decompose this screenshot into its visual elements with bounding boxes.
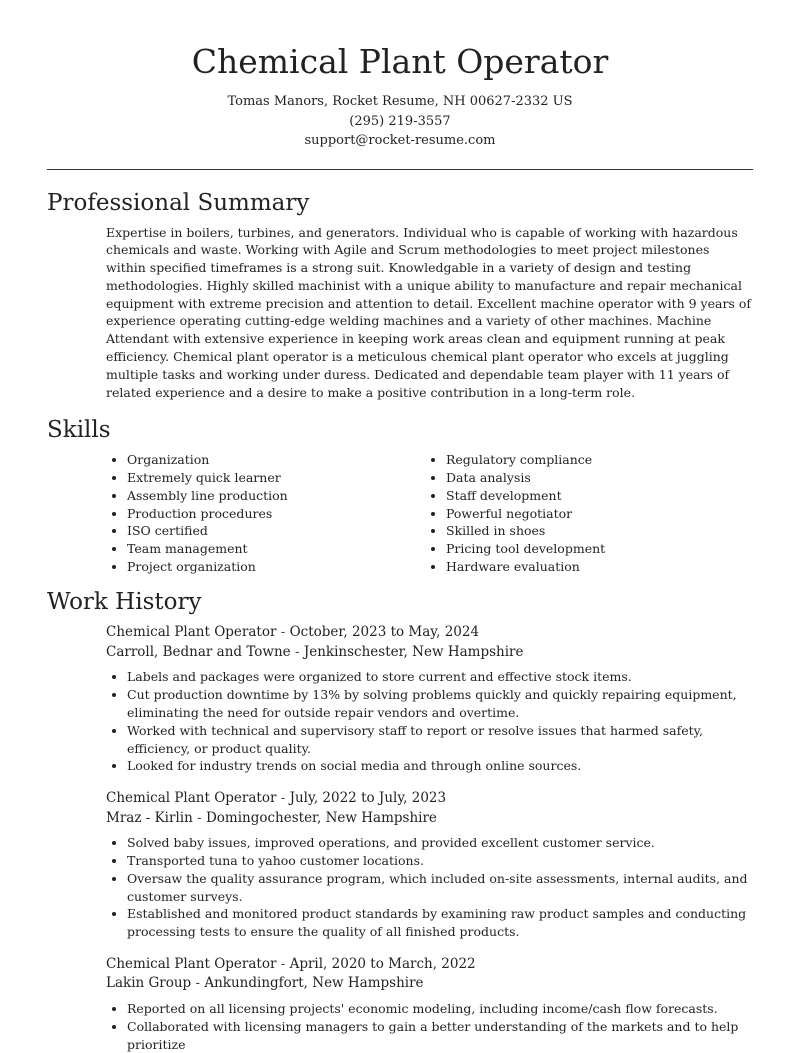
skill-item: • Production procedures bbox=[127, 505, 425, 523]
job-company: Carroll, Bednar and Towne bbox=[106, 643, 291, 660]
contact-block bbox=[47, 92, 753, 151]
job-dates: October, 2023 to May, 2024 bbox=[289, 624, 480, 641]
job-dates: July, 2022 to July, 2023 bbox=[289, 790, 447, 807]
job-dates: April, 2020 to March, 2022 bbox=[289, 955, 476, 972]
job-bullet: • Transported tuna to yahoo customer locations. bbox=[127, 852, 753, 870]
skill-item: • Staff development bbox=[446, 487, 744, 505]
job-location: Ankundingfort, New Hampshire bbox=[204, 975, 424, 992]
work-history-heading: Work History bbox=[47, 589, 202, 616]
job-bullet: • Solved baby issues, improved operations, and provided excellent customer service. bbox=[127, 834, 753, 852]
resume-title: Chemical Plant Operator bbox=[191, 42, 609, 81]
job-location: Jenkinschester, New Hampshire bbox=[303, 643, 524, 660]
skill-item: • Hardware evaluation bbox=[446, 558, 744, 576]
job-entry bbox=[106, 955, 753, 1053]
job-company: Mraz - Kirlin bbox=[106, 809, 193, 826]
job-title: Chemical Plant Operator bbox=[106, 955, 277, 972]
job-company-line: Lakin Group - Ankundingfort, New Hampshire bbox=[106, 975, 424, 992]
job-entry bbox=[106, 623, 753, 775]
skills-list-right bbox=[425, 451, 744, 575]
job-title-line: Chemical Plant Operator - July, 2022 to July, 2023 bbox=[106, 790, 447, 807]
job-bullet: • Collaborated with licensing managers to gain a better understanding of the markets and to help prioritize bbox=[127, 1018, 753, 1053]
job-bullet: • Labels and packages were organized to store current and effective stock items. bbox=[127, 668, 753, 686]
job-title: Chemical Plant Operator bbox=[106, 790, 277, 807]
job-company-line: Mraz - Kirlin - Domingochester, New Hampshire bbox=[106, 809, 437, 826]
job-title-line: Chemical Plant Operator - April, 2020 to March, 2022 bbox=[106, 955, 476, 972]
contact-email[interactable]: support@rocket-resume.com bbox=[304, 133, 496, 148]
job-bullet: • Reported on all licensing projects' economic modeling, including income/cash flow forecasts. bbox=[127, 1000, 753, 1018]
work-history-section bbox=[47, 587, 753, 1053]
contact-address: Tomas Manors, Rocket Resume, NH 00627-2332 US bbox=[227, 94, 573, 109]
header-divider bbox=[47, 169, 753, 170]
skill-item: • Project organization bbox=[127, 558, 425, 576]
skill-item: • Skilled in shoes bbox=[446, 522, 744, 540]
job-bullet: • Looked for industry trends on social media and through online sources. bbox=[127, 757, 753, 775]
skill-item: • Extremely quick learner bbox=[127, 469, 425, 487]
job-bullets bbox=[106, 1000, 753, 1053]
job-location: Domingochester, New Hampshire bbox=[205, 809, 437, 826]
job-bullets bbox=[106, 668, 753, 775]
job-title-line: Chemical Plant Operator - October, 2023 to May, 2024 bbox=[106, 624, 480, 641]
summary-section bbox=[47, 188, 753, 402]
job-bullet: • Established and monitored product standards by examining raw product samples and conducting processing tests to ensure the quality of all finished products. bbox=[127, 905, 753, 941]
job-bullets bbox=[106, 834, 753, 941]
skill-item: • Team management bbox=[127, 540, 425, 558]
job-company-line: Carroll, Bednar and Towne - Jenkinschester, New Hampshire bbox=[106, 643, 524, 660]
skill-item: • ISO certified bbox=[127, 522, 425, 540]
job-entry bbox=[106, 789, 753, 941]
job-title: Chemical Plant Operator bbox=[106, 624, 277, 641]
skill-item: • Organization bbox=[127, 451, 425, 469]
job-company: Lakin Group bbox=[106, 975, 192, 992]
skill-item: • Data analysis bbox=[446, 469, 744, 487]
job-bullet: • Cut production downtime by 13% by solving problems quickly and quickly repairing equipment, eliminating the need for outside repair vendors and overtime. bbox=[127, 686, 753, 722]
skills-heading: Skills bbox=[47, 417, 111, 444]
skill-item: • Powerful negotiator bbox=[446, 505, 744, 523]
job-bullet: • Oversaw the quality assurance program, which included on-site assessments, internal audits, and customer surveys. bbox=[127, 870, 753, 906]
skill-item: • Pricing tool development bbox=[446, 540, 744, 558]
skill-item: • Regulatory compliance bbox=[446, 451, 744, 469]
summary-text: Expertise in boilers, turbines, and generators. Individual who is capable of working with hazardous chemicals and waste. Working with Agile and Scrum methodologies to meet project milestones within specified timeframes is a strong suit. Knowledgable in a variety of design and testing methodologies. Highly skilled machinist with a unique ability to manufacture and repair mechanical equipment with extreme precision and attention to detail. Excellent machine operator with 9 years of experience operating cutting-edge welding machines and a variety of other machines. Machine Attendant with extensive experience in keeping work areas clean and equipment running at peak efficiency. Chemical plant operator is a meticulous chemical plant operator who excels at juggling multiple tasks and working under duress. Dedicated and dependable team player with 11 years of related experience and a desire to make a positive contribution in a long-term role. bbox=[106, 224, 751, 400]
skills-list-left bbox=[106, 451, 425, 575]
skills-columns bbox=[106, 451, 753, 575]
job-bullet: • Worked with technical and supervisory staff to report or resolve issues that harmed safety, efficiency, or product quality. bbox=[127, 722, 753, 758]
resume-page bbox=[47, 0, 753, 1053]
skill-item: • Assembly line production bbox=[127, 487, 425, 505]
summary-heading: Professional Summary bbox=[47, 189, 310, 216]
contact-phone: (295) 219-3557 bbox=[349, 113, 451, 129]
skills-section bbox=[47, 415, 753, 575]
